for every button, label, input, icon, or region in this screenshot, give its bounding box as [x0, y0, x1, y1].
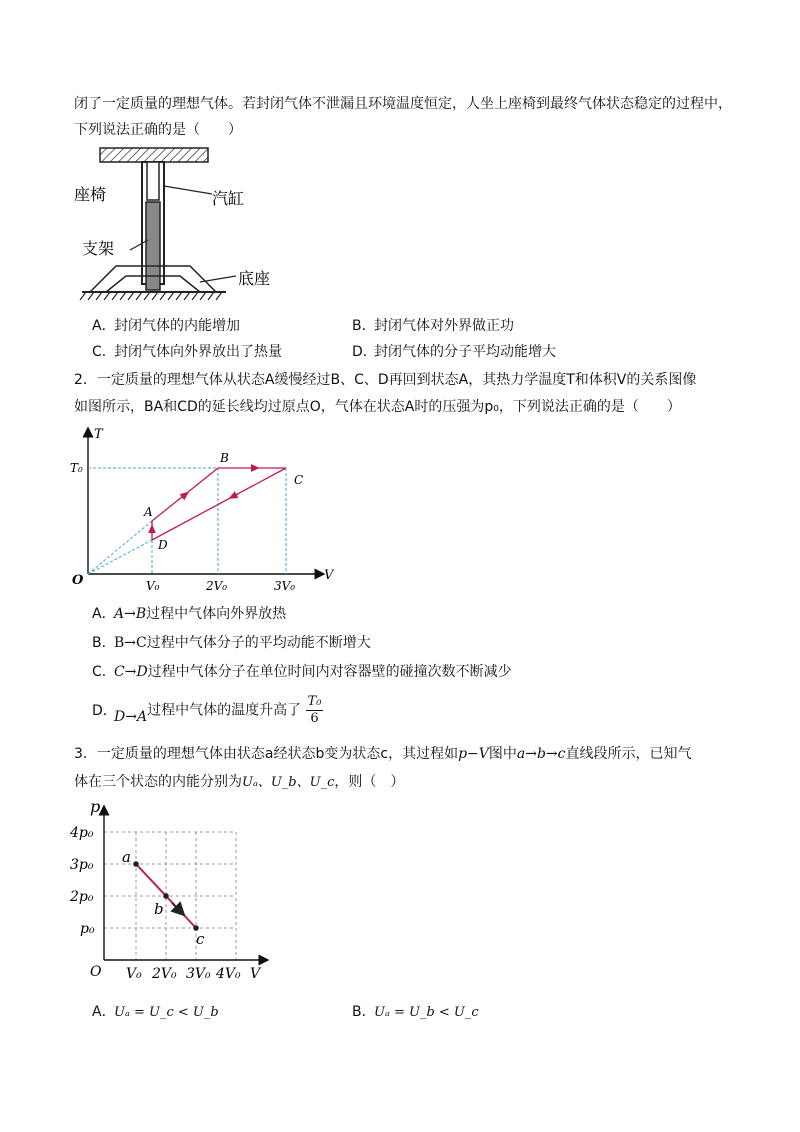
q3-stem-vars: Uₐ、U_b、U_c: [242, 775, 335, 790]
q1-seat-figure: [70, 142, 330, 312]
option-expr: B→C: [114, 635, 147, 651]
guide-oa: [88, 521, 152, 574]
label-p0: p₀: [80, 921, 95, 937]
option-expr: A→B: [114, 606, 147, 622]
q1-stem-line2: 下列说法正确的是（ ）: [74, 122, 242, 138]
option-expr: D→A: [114, 708, 148, 725]
label-origin: O: [72, 573, 84, 588]
seat-plate: [100, 148, 208, 162]
ground-hatch-mark: [176, 292, 182, 300]
option-letter: B．: [352, 1004, 376, 1020]
q2-option-b[interactable]: [92, 633, 371, 653]
ground-hatch-mark: [184, 292, 190, 300]
path-cd: [152, 468, 286, 540]
fraction-t0-over-6: [306, 694, 324, 727]
q2-tv-graph: [70, 424, 340, 599]
label-origin: O: [90, 964, 102, 980]
option-expr: Uₐ = U_b < U_c: [374, 1005, 479, 1020]
q1-stem-line1: 闭了一定质量的理想气体。若封闭气体不泄漏且环境温度恒定，人坐上座椅到最终气体状态稳定的过程中，: [74, 96, 732, 112]
cylinder-inner: [147, 162, 159, 200]
option-letter: B．: [352, 318, 376, 334]
ground-hatch-mark: [200, 292, 206, 300]
label-v1: V₀: [146, 579, 160, 593]
option-letter: A．: [92, 606, 116, 622]
arrow-ab: [181, 494, 186, 498]
option-text: 过程中气体向外界放热: [146, 606, 287, 622]
q2-stem-line1: 2．一定质量的理想气体从状态A缓慢经过B、C、D再回到状态A，其热力学温度T和体积V的关系图像: [74, 372, 697, 388]
option-text: 封闭气体的分子平均动能增大: [374, 344, 556, 360]
q3-stem-line2: [74, 772, 404, 793]
option-letter: D．: [92, 702, 117, 719]
q3-stem-part-a: 3．一定质量的理想气体由状态a经状态b变为状态c，其过程如: [74, 746, 459, 762]
label-state-b: b: [154, 900, 164, 918]
ground-hatch-mark: [96, 292, 102, 300]
option-text: 封闭气体的内能增加: [114, 318, 240, 334]
label-seat: 座椅: [74, 185, 107, 204]
q1-option-a[interactable]: [92, 316, 240, 336]
ground-hatch-mark: [104, 292, 110, 300]
label-state-b: B: [220, 451, 229, 465]
label-2p0: 2p₀: [70, 889, 94, 905]
arrow-bc: [172, 903, 181, 912]
ground-hatch-mark: [112, 292, 118, 300]
label-support: 支架: [82, 239, 115, 258]
label-v-axis: V: [324, 568, 334, 583]
label-state-a: A: [144, 505, 153, 519]
ground-hatch-mark: [136, 292, 142, 300]
label-3p0: 3p₀: [70, 857, 94, 873]
label-state-c: C: [294, 473, 304, 487]
fraction-numerator: T₀: [307, 694, 322, 709]
q1-option-b[interactable]: [352, 316, 514, 336]
option-text: 过程中气体分子的平均动能不断增大: [146, 635, 371, 651]
label-state-a: a: [122, 848, 131, 866]
label-v4: 4V₀: [216, 966, 241, 982]
guide-od: [88, 540, 152, 574]
ground-hatch-mark: [128, 292, 134, 300]
ground-hatch-mark: [152, 292, 158, 300]
label-state-d: D: [158, 538, 168, 552]
label-cylinder: 汽缸: [212, 189, 245, 208]
ground-hatch-mark: [216, 292, 222, 300]
q3-stem-part-c: 直线段所示，已知气: [565, 746, 692, 762]
ground-hatch-mark: [192, 292, 198, 300]
label-v-axis: V: [250, 966, 261, 982]
option-text: 封闭气体向外界放出了热量: [114, 344, 282, 360]
label-v2: 2V₀: [206, 579, 228, 593]
q2-stem-line2: 如图所示，BA和CD的延长线均过原点O，气体在状态A时的压强为p₀，下列说法正确的是（ ）: [74, 399, 681, 415]
q3-stem-part-b: 图中: [488, 746, 517, 762]
label-base: 底座: [238, 269, 271, 288]
q1-option-c[interactable]: [92, 342, 282, 362]
fraction-denominator: 6: [310, 711, 319, 726]
option-letter: B．: [92, 635, 116, 651]
q3-stem-part-d: 体在三个状态的内能分别为: [74, 774, 242, 790]
q3-option-a[interactable]: [92, 1002, 219, 1023]
q2-option-c[interactable]: [92, 662, 512, 682]
option-letter: C．: [92, 664, 116, 680]
support-rod: [146, 202, 160, 290]
label-t-axis: T: [94, 427, 103, 442]
option-text: 过程中气体的温度升高了: [147, 702, 302, 719]
option-letter: C．: [92, 344, 116, 360]
q2-option-d[interactable]: [92, 694, 323, 727]
point-a: [133, 861, 139, 867]
label-t0: T₀: [70, 461, 83, 475]
ground-hatch-mark: [160, 292, 166, 300]
option-text: 过程中气体分子在单位时间内对容器壁的碰撞次数不断减少: [147, 664, 512, 680]
option-letter: A．: [92, 1004, 116, 1020]
q3-stem-line1: [74, 744, 692, 764]
option-letter: A．: [92, 318, 116, 334]
q3-stem-pv: p−V: [458, 746, 489, 762]
option-expr: Uₐ = U_c < U_b: [114, 1005, 219, 1020]
label-v3: 3V₀: [274, 579, 296, 593]
arrow-cd: [232, 494, 238, 497]
option-text: 封闭气体对外界做正功: [374, 318, 514, 334]
q1-option-d[interactable]: [352, 342, 556, 362]
q3-stem-path: a→b→c: [516, 746, 566, 762]
q3-pv-graph: [70, 797, 286, 985]
ground-hatch-mark: [88, 292, 94, 300]
label-p-axis: p: [90, 797, 101, 816]
label-v2: 2V₀: [152, 966, 177, 982]
ground-hatch: [80, 292, 222, 300]
q2-option-a[interactable]: [92, 604, 286, 624]
ground-hatch-mark: [80, 292, 86, 300]
label-v1: V₀: [126, 966, 142, 982]
q3-option-b[interactable]: [352, 1002, 479, 1023]
label-v3: 3V₀: [186, 966, 211, 982]
q3-stem-part-e: ，则（ ）: [334, 774, 405, 790]
label-4p0: 4p₀: [70, 825, 94, 841]
option-expr: C→D: [114, 664, 148, 680]
ground-hatch-mark: [120, 292, 126, 300]
ground-hatch-mark: [168, 292, 174, 300]
point-b: [163, 893, 169, 899]
ground-hatch-mark: [144, 292, 150, 300]
option-letter: D．: [352, 344, 377, 360]
label-state-c: c: [196, 930, 205, 948]
ground-hatch-mark: [208, 292, 214, 300]
